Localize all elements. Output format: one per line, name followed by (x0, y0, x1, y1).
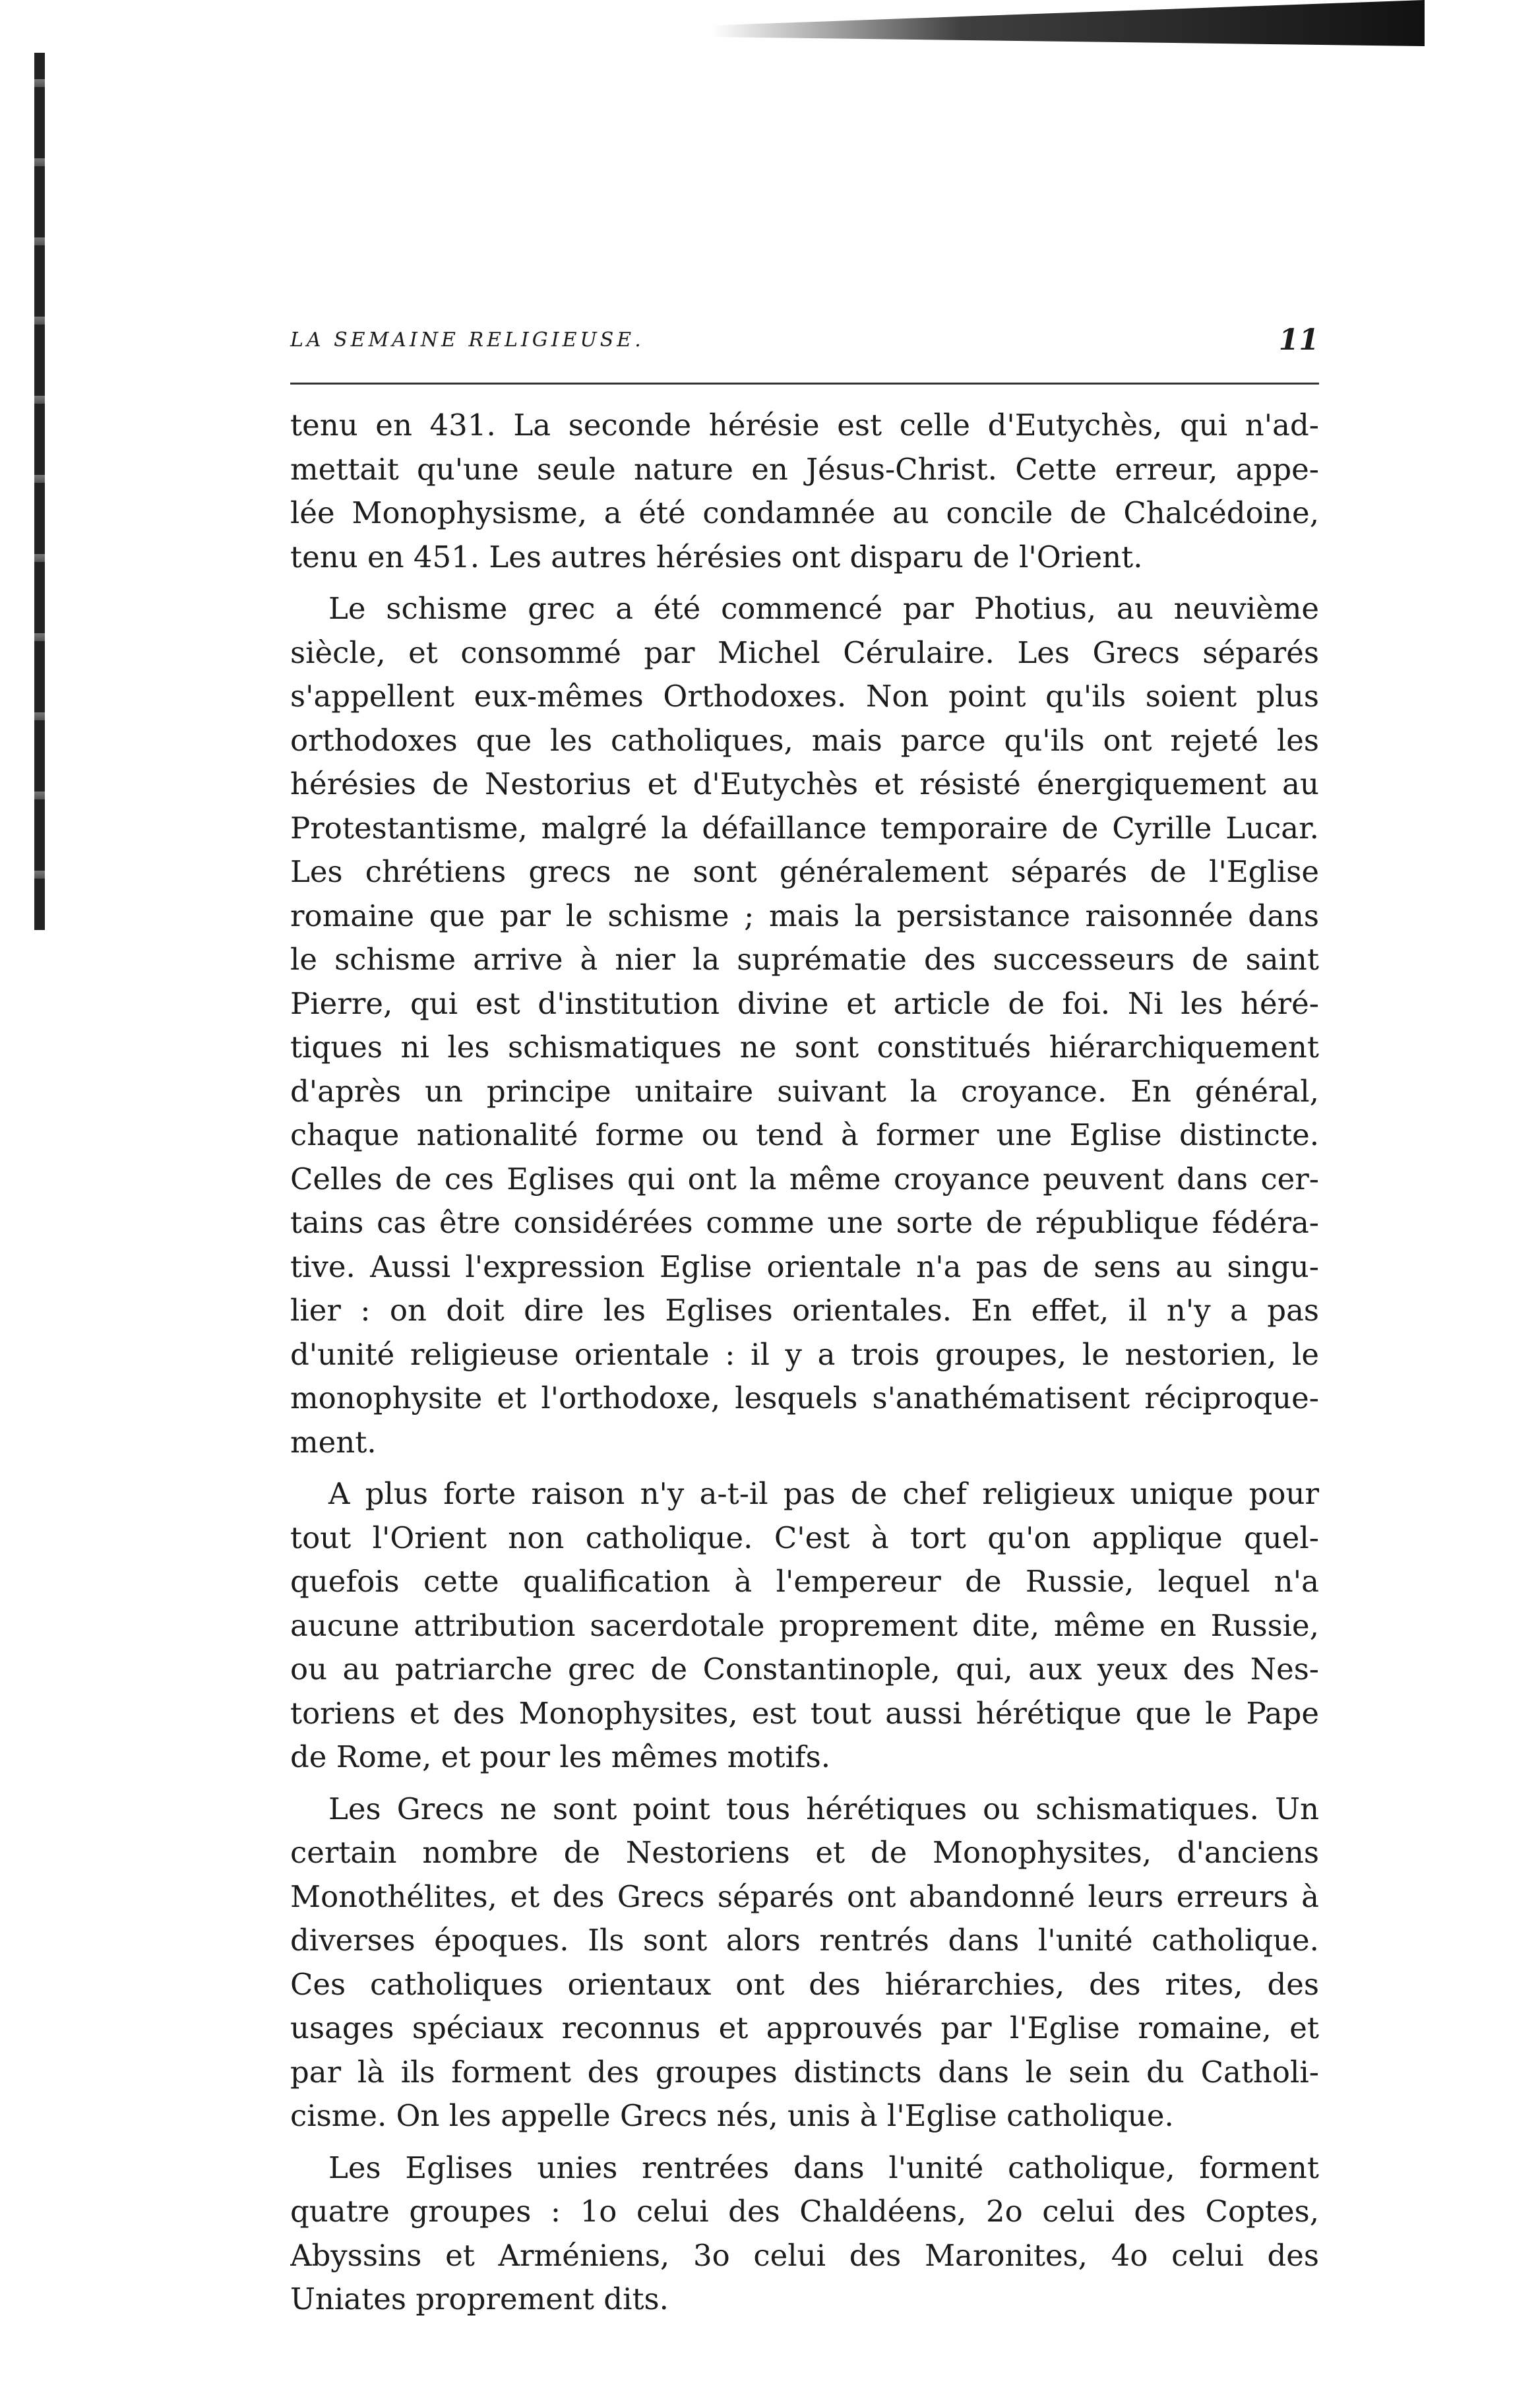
text-line: tive. Aussi l'expression Eglise orientale n'a pas de sens au singu- (290, 1249, 1319, 1284)
text-line: tenu en 431. La seconde hérésie est celle d'Eutychès, qui n'ad- (290, 408, 1319, 443)
scan-edge-shadow-top (712, 0, 1425, 46)
text-line: quefois cette qualification à l'empereur de Russie, lequel n'a (290, 1564, 1319, 1599)
running-head: LA SEMAINE RELIGIEUSE. (290, 328, 644, 352)
page-header (290, 325, 1319, 364)
text-line: mettait qu'une seule nature en Jésus-Christ. Cette erreur, appe- (290, 451, 1319, 487)
text-line: usages spéciaux reconnus et approuvés par l'Eglise romaine, et (290, 2010, 1319, 2045)
text-line: Uniates proprement dits. (290, 2282, 669, 2316)
text-line: aucune attribution sacerdotale proprement dite, même en Russie, (290, 1607, 1319, 1643)
paragraph (290, 1787, 1319, 2138)
text-line: A plus forte raison n'y a-t-il pas de chef religieux unique pour (328, 1476, 1319, 1511)
body-text (290, 404, 1319, 2330)
text-line: Protestantisme, malgré la défaillance temporaire de Cyrille Lucar. (290, 810, 1319, 846)
text-line: tenu en 451. Les autres hérésies ont disparu de l'Orient. (290, 539, 1143, 575)
scan-edge-shadow-left (34, 53, 45, 930)
text-line: diverses époques. Ils sont alors rentrés dans l'unité catholique. (290, 1923, 1319, 1958)
text-line: d'après un principe unitaire suivant la croyance. En général, (290, 1073, 1319, 1109)
text-line: chaque nationalité forme ou tend à former une Eglise distincte. (290, 1117, 1319, 1152)
text-line: monophysite et l'orthodoxe, lesquels s'anathématisent réciproque- (290, 1381, 1319, 1415)
text-line: s'appellent eux-mêmes Orthodoxes. Non point qu'ils soient plus (290, 679, 1319, 714)
text-line: le schisme arrive à nier la suprématie des successeurs de saint (290, 942, 1319, 977)
text-line: romaine que par le schisme ; mais la persistance raisonnée dans (290, 898, 1319, 933)
text-line: par là ils forment des groupes distincts dans le sein du Catholi- (290, 2054, 1319, 2090)
text-line: certain nombre de Nestoriens et de Monophysites, d'anciens (290, 1835, 1319, 1870)
text-line: Le schisme grec a été commencé par Photius, au neuvième (328, 591, 1319, 626)
text-line: tiques ni les schismatiques ne sont constitués hiérarchiquement (290, 1030, 1319, 1065)
paragraph (290, 587, 1319, 1464)
paragraph (290, 1472, 1319, 1780)
text-line: ou au patriarche grec de Constantinople, qui, aux yeux des Nes- (290, 1652, 1319, 1687)
text-line: d'unité religieuse orientale : il y a trois groupes, le nestorien, le (290, 1336, 1319, 1372)
paragraph (290, 2146, 1319, 2322)
header-rule (290, 383, 1319, 385)
paragraph (290, 404, 1319, 579)
text-line: orthodoxes que les catholiques, mais parce qu'ils ont rejeté les (290, 722, 1319, 758)
page-number: 11 (1278, 323, 1319, 357)
text-line: toriens et des Monophysites, est tout aussi hérétique que le Pape (290, 1695, 1319, 1731)
text-line: quatre groupes : 1o celui des Chaldéens, 2o celui des Coptes, (290, 2194, 1319, 2229)
text-line: lier : on doit dire les Eglises orientales. En effet, il n'y a pas (290, 1293, 1319, 1328)
text-line: cisme. On les appelle Grecs nés, unis à l'Eglise catholique. (290, 2098, 1174, 2133)
text-line: Pierre, qui est d'institution divine et article de foi. Ni les héré- (290, 985, 1319, 1021)
text-line: Les Eglises unies rentrées dans l'unité catholique, forment (328, 2150, 1319, 2185)
text-line: siècle, et consommé par Michel Cérulaire. Les Grecs séparés (290, 635, 1319, 670)
text-line: Abyssins et Arméniens, 3o celui des Maronites, 4o celui des (290, 2237, 1319, 2273)
text-line: Ces catholiques orientaux ont des hiérarchies, des rites, des (290, 1966, 1319, 2002)
text-line: lée Monophysisme, a été condamnée au concile de Chalcédoine, (290, 495, 1319, 530)
text-line: hérésies de Nestorius et d'Eutychès et résisté énergiquement au (290, 766, 1319, 801)
text-line: Monothélites, et des Grecs séparés ont abandonné leurs erreurs à (290, 1879, 1319, 1914)
text-line: ment. (290, 1424, 377, 1460)
text-line: de Rome, et pour les mêmes motifs. (290, 1739, 831, 1774)
text-line: tains cas être considérées comme une sorte de république fédéra- (290, 1205, 1319, 1240)
text-line: Celles de ces Eglises qui ont la même croyance peuvent dans cer- (290, 1161, 1319, 1196)
text-line: tout l'Orient non catholique. C'est à tort qu'on applique quel- (290, 1520, 1319, 1555)
text-line: Les Grecs ne sont point tous hérétiques ou schismatiques. Un (328, 1791, 1319, 1826)
text-line: Les chrétiens grecs ne sont généralement séparés de l'Eglise (290, 854, 1319, 889)
